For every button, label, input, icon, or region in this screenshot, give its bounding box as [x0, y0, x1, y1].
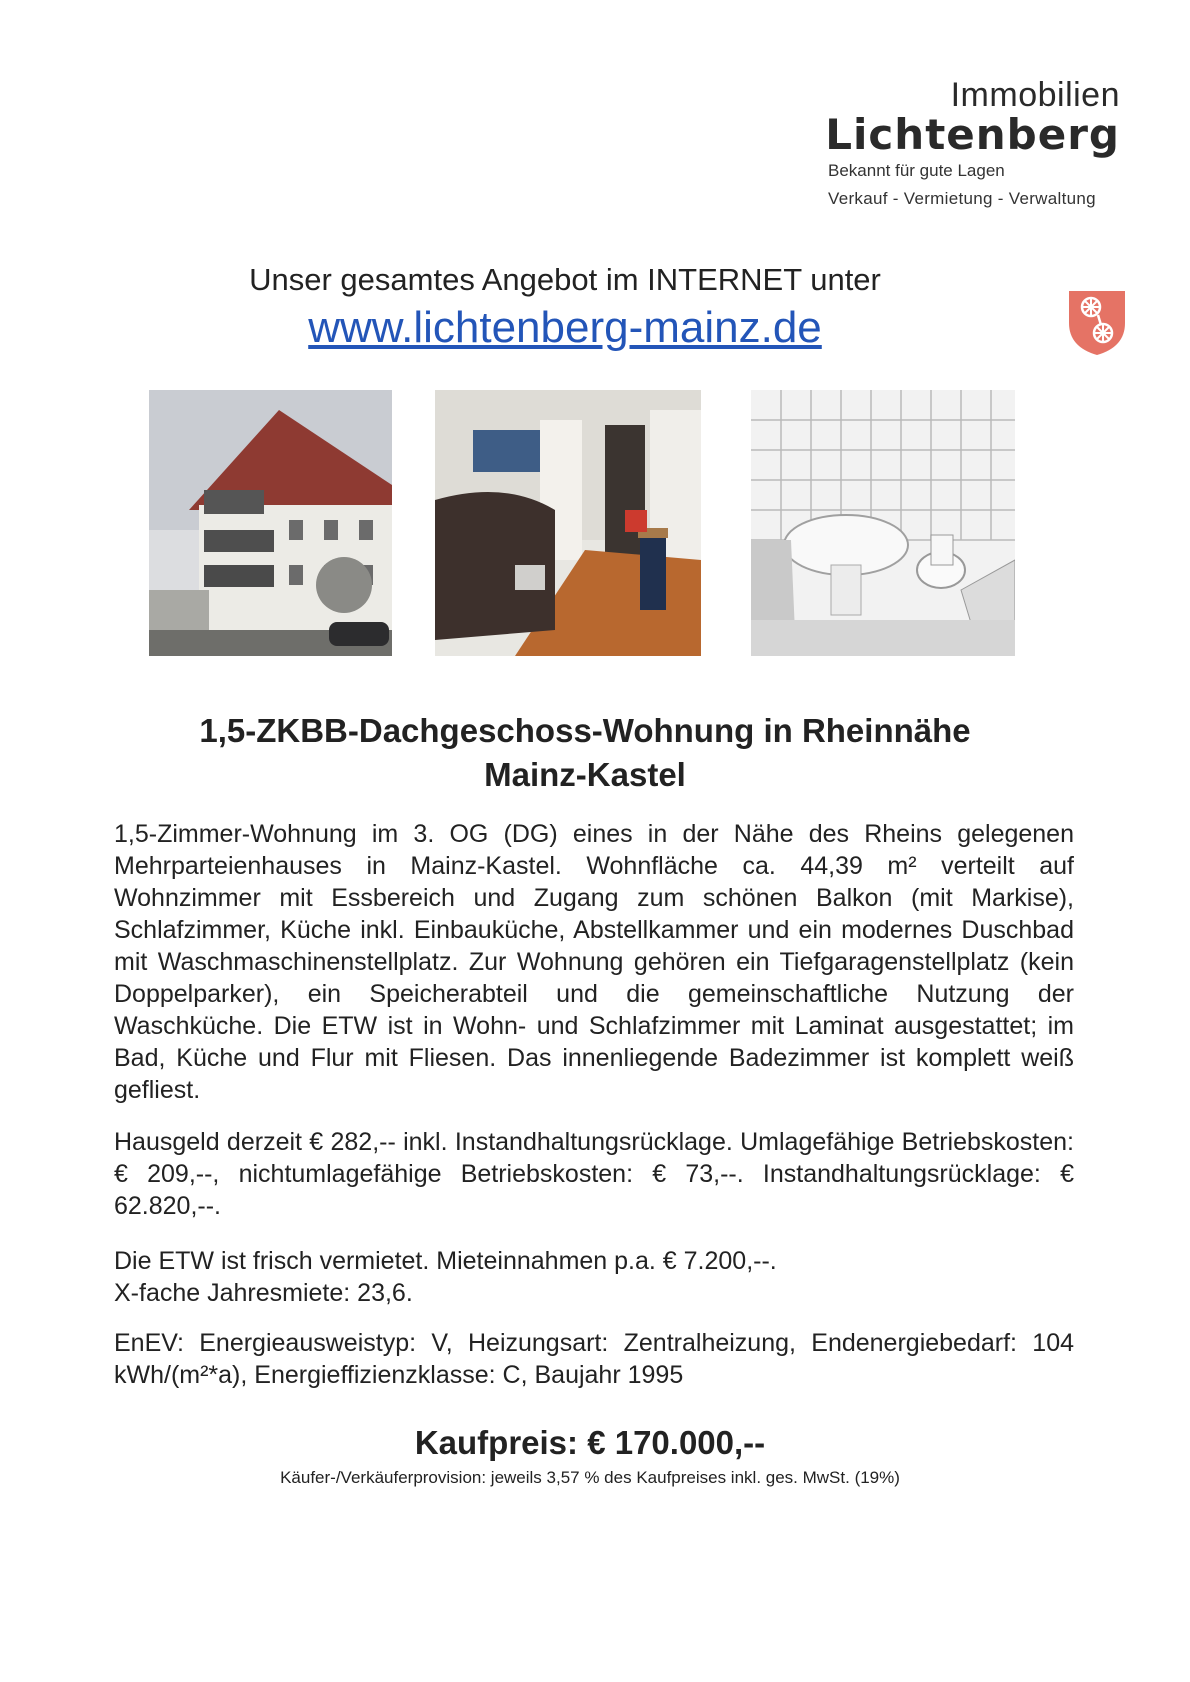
logo-tagline: Bekannt für gute Lagen: [828, 161, 1005, 180]
listing-title: 1,5-ZKBB-Dachgeschoss-Wohnung in Rheinnähe: [199, 712, 971, 749]
photo-strip: [149, 390, 1015, 656]
energy-paragraph: [114, 1327, 1074, 1391]
internet-intro: Unser gesamtes Angebot im INTERNET unter: [249, 262, 881, 297]
website-link[interactable]: www.lichtenberg-mainz.de: [308, 303, 822, 352]
logo-top-text: Immobilien: [950, 76, 1120, 114]
purchase-price: Kaufpreis: € 170.000,--: [414, 1424, 766, 1461]
photo-living-room: [435, 390, 701, 656]
photo-building-exterior: [149, 390, 392, 656]
logo-company-name: Lichtenberg: [825, 110, 1120, 159]
logo-services: Verkauf - Vermietung - Verwaltung: [828, 189, 1096, 208]
commission-note: Käufer-/Verkäuferprovision: jeweils 3,57 % des Kaufpreises inkl. ges. MwSt. (19%): [280, 1468, 900, 1487]
rental-multiple: X-fache Jahresmiete: 23,6.: [114, 1279, 413, 1307]
rental-paragraph: [114, 1245, 1074, 1309]
listing-location: Mainz-Kastel: [484, 756, 686, 793]
description-paragraph: [114, 818, 1074, 1106]
costs-text: Hausgeld derzeit € 282,-- inkl. Instandhaltungsrücklage. Umlagefähige Betriebskosten: € 209,--, nichtumlagefähige Betriebskosten: € 73,--. Instandhaltungsrücklage: € 62.820,--.: [114, 1128, 1074, 1220]
photo-bathroom: [751, 390, 1015, 656]
mainz-crest-icon: [1065, 285, 1129, 357]
energy-text: EnEV: Energieausweistyp: V, Heizungsart: Zentralheizung, Endenergiebedarf: 104 kWh/(m²*a), Energieffizienzklasse: C, Baujahr 1995: [114, 1329, 1074, 1389]
costs-paragraph: [114, 1126, 1074, 1222]
description-text: 1,5-Zimmer-Wohnung im 3. OG (DG) eines in der Nähe des Rheins gelegenen Mehrparteienhauses in Mainz-Kastel. Wohnfläche ca. 44,39 m² verteilt auf Wohnzimmer mit Essbereich und Zugang zum schönen Balkon (mit Markise), Schlafzimmer, Küche inkl. Einbauküche, Abstellkammer und ein modernes Duschbad mit Waschmaschinenstellplatz. Zur Wohnung gehören ein Tiefgaragenstellplatz (kein Doppelparker), ein Speicherabteil und die gemeinschaftliche Nutzung der Waschküche. Die ETW ist in Wohn- und Schlafzimmer mit Laminat ausgestattet; im Bad, Küche und Flur mit Fliesen. Das innenliegende Badezimmer ist komplett weiß gefliest.: [114, 820, 1074, 1104]
rental-income: Die ETW ist frisch vermietet. Mieteinnahmen p.a. € 7.200,--.: [114, 1247, 777, 1275]
company-logo: [750, 76, 1120, 209]
